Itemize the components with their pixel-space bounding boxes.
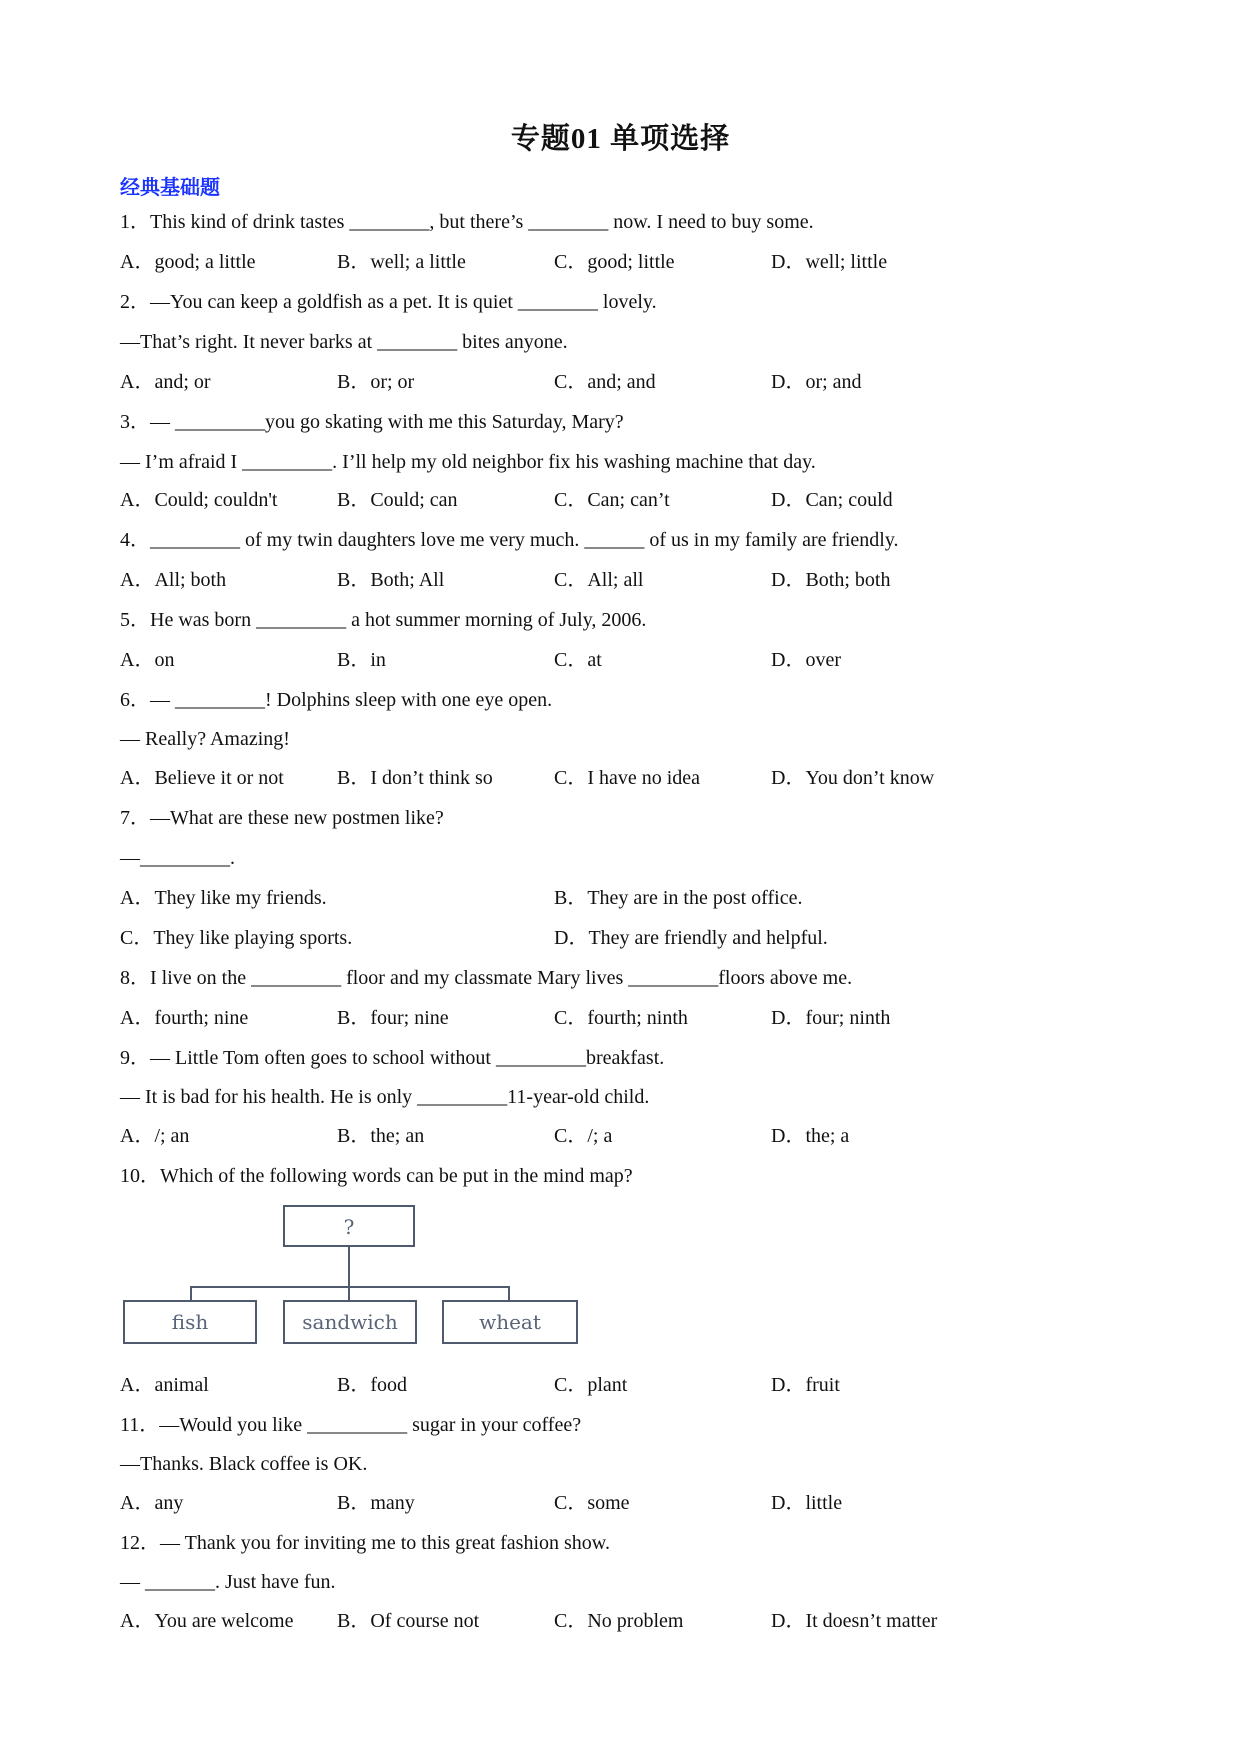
question-6-option-b: B．I don’t think so: [337, 767, 493, 789]
question-3-option-b: B．Could; can: [337, 489, 458, 511]
question-8-option-c: C．fourth; ninth: [554, 1007, 688, 1029]
question-5-option-b: B．in: [337, 649, 386, 671]
question-3-line-2: — I’m afraid I _________. I’ll help my old neighbor fix his washing machine that day.: [120, 451, 816, 473]
question-1-option-b: B．well; a little: [337, 251, 466, 273]
question-11-line-2: —Thanks. Black coffee is OK.: [120, 1453, 368, 1475]
question-4-option-a: A．All; both: [120, 569, 227, 591]
question-7-option-a: A．They like my friends.: [120, 887, 327, 909]
mind-map-child-sandwich: sandwich: [283, 1300, 417, 1344]
mind-map-connector-horizontal: [190, 1286, 510, 1288]
question-12-option-a: A．You are welcome: [120, 1610, 294, 1632]
question-10-option-c: C．plant: [554, 1374, 628, 1396]
question-12-line-1: 12．— Thank you for inviting me to this great fashion show.: [120, 1532, 610, 1554]
mind-map-child-fish: fish: [123, 1300, 257, 1344]
question-11-option-c: C．some: [554, 1492, 630, 1514]
mind-map-child-wheat: wheat: [442, 1300, 578, 1344]
question-3-option-d: D．Can; could: [771, 489, 893, 511]
question-1-option-a: A．good; a little: [120, 251, 256, 273]
question-7-option-b: B．They are in the post office.: [554, 887, 803, 909]
question-2-option-c: C．and; and: [554, 371, 656, 393]
question-3-line-1: 3．— _________you go skating with me this Saturday, Mary?: [120, 411, 624, 433]
question-6-option-a: A．Believe it or not: [120, 767, 284, 789]
question-7-line-1: 7．—What are these new postmen like?: [120, 807, 444, 829]
question-6-line-2: — Really? Amazing!: [120, 728, 290, 750]
question-7-line-2: —_________.: [120, 847, 235, 869]
question-7-option-d: D．They are friendly and helpful.: [554, 927, 828, 949]
mind-map-connector-vertical: [348, 1247, 350, 1287]
question-11-line-1: 11．—Would you like __________ sugar in your coffee?: [120, 1414, 582, 1436]
question-3-option-a: A．Could; couldn't: [120, 489, 278, 511]
question-9-option-d: D．the; a: [771, 1125, 850, 1147]
question-11-option-b: B．many: [337, 1492, 415, 1514]
question-2-line-2: —That’s right. It never barks at ________ bites anyone.: [120, 331, 568, 353]
question-10-option-a: A．animal: [120, 1374, 209, 1396]
question-5-line-1: 5．He was born _________ a hot summer morning of July, 2006.: [120, 609, 647, 631]
question-4-option-b: B．Both; All: [337, 569, 445, 591]
question-1-option-c: C．good; little: [554, 251, 675, 273]
question-4-line-1: 4．_________ of my twin daughters love me very much. ______ of us in my family are friendly.: [120, 529, 899, 551]
question-12-line-2: — _______. Just have fun.: [120, 1571, 336, 1593]
question-5-option-d: D．over: [771, 649, 841, 671]
section-heading: 经典基础题: [120, 177, 220, 199]
question-12-option-c: C．No problem: [554, 1610, 684, 1632]
question-9-option-c: C．/; a: [554, 1125, 613, 1147]
mind-map-connector-left: [190, 1286, 192, 1300]
question-9-line-2: — It is bad for his health. He is only _________11-year-old child.: [120, 1086, 650, 1108]
question-2-option-d: D．or; and: [771, 371, 862, 393]
question-10-option-d: D．fruit: [771, 1374, 840, 1396]
question-2-option-a: A．and; or: [120, 371, 211, 393]
question-2-option-b: B．or; or: [337, 371, 415, 393]
question-10-option-b: B．food: [337, 1374, 407, 1396]
question-12-option-d: D．It doesn’t matter: [771, 1610, 938, 1632]
question-4-option-d: D．Both; both: [771, 569, 891, 591]
question-6-option-c: C．I have no idea: [554, 767, 701, 789]
question-7-option-c: C．They like playing sports.: [120, 927, 353, 949]
question-3-option-c: C．Can; can’t: [554, 489, 670, 511]
question-1-line-1: 1．This kind of drink tastes ________, but there’s ________ now. I need to buy some.: [120, 211, 814, 233]
mind-map-connector-right: [508, 1286, 510, 1300]
question-10-line-1: 10．Which of the following words can be put in the mind map?: [120, 1165, 633, 1187]
question-11-option-a: A．any: [120, 1492, 184, 1514]
page-title: 专题01 单项选择: [510, 123, 731, 155]
question-11-option-d: D．little: [771, 1492, 843, 1514]
question-5-option-c: C．at: [554, 649, 602, 671]
question-12-option-b: B．Of course not: [337, 1610, 480, 1632]
question-8-line-1: 8．I live on the _________ floor and my classmate Mary lives _________floors above me.: [120, 967, 853, 989]
mind-map-connector-middle: [348, 1286, 350, 1300]
question-8-option-a: A．fourth; nine: [120, 1007, 249, 1029]
question-1-option-d: D．well; little: [771, 251, 888, 273]
mind-map-root-box: ?: [283, 1205, 415, 1247]
question-8-option-d: D．four; ninth: [771, 1007, 891, 1029]
question-6-line-1: 6．— _________! Dolphins sleep with one eye open.: [120, 689, 553, 711]
question-2-line-1: 2．—You can keep a goldfish as a pet. It is quiet ________ lovely.: [120, 291, 657, 313]
question-9-line-1: 9．— Little Tom often goes to school without _________breakfast.: [120, 1047, 665, 1069]
question-5-option-a: A．on: [120, 649, 175, 671]
question-9-option-b: B．the; an: [337, 1125, 425, 1147]
question-4-option-c: C．All; all: [554, 569, 644, 591]
question-9-option-a: A．/; an: [120, 1125, 190, 1147]
mind-map-diagram: [120, 1205, 590, 1355]
question-6-option-d: D．You don’t know: [771, 767, 935, 789]
question-8-option-b: B．four; nine: [337, 1007, 449, 1029]
